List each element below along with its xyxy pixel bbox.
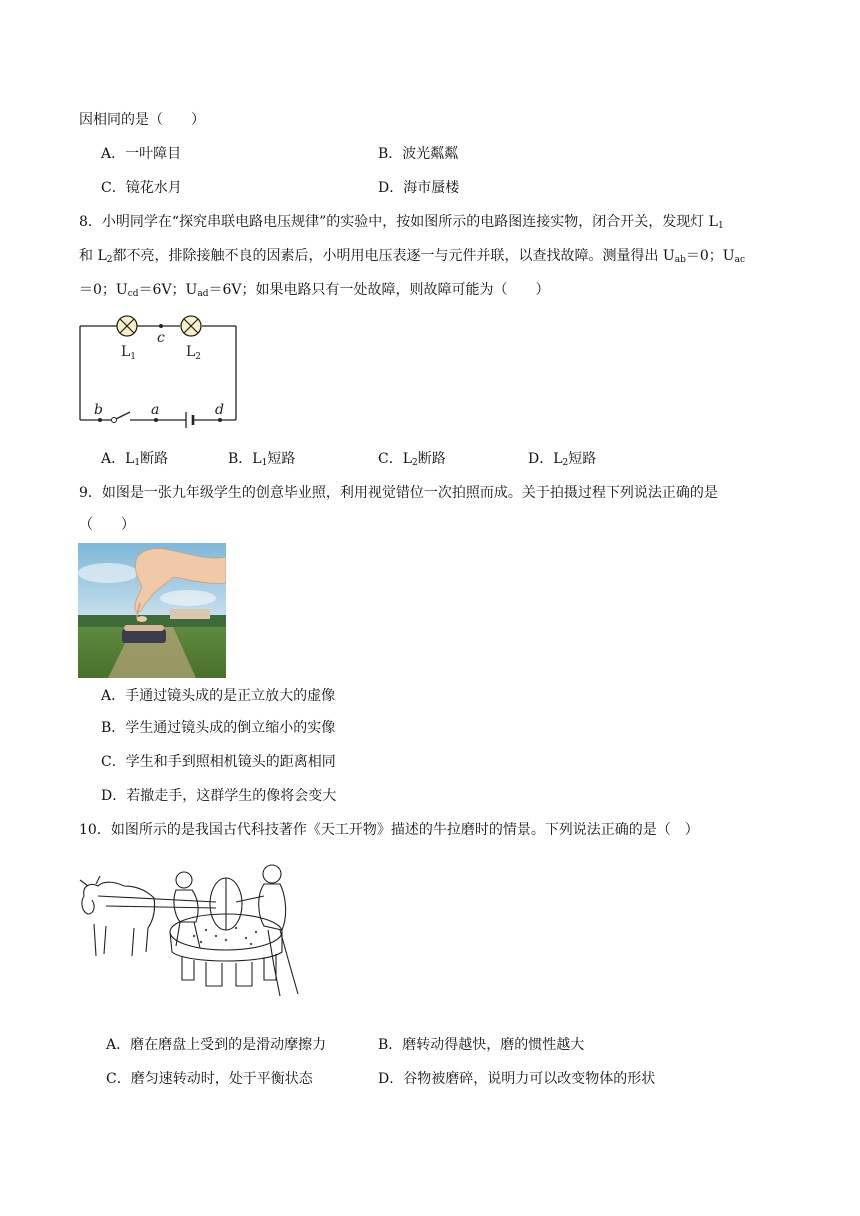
q7-option-a: A．一叶障目 [101, 146, 182, 162]
q9-option-d: D．若撤走手，这群学生的像将会变大 [101, 788, 337, 804]
circuit-diagram [74, 312, 244, 432]
q8-option-a: A．$L_1$断路 [101, 451, 169, 468]
q8-option-c: C．$L_2$断路 [378, 451, 446, 468]
q10-option-c: C．磨匀速转动时，处于平衡状态 [106, 1071, 313, 1087]
node-b-dot [98, 418, 102, 422]
q9-stem-line2: （ ） [79, 517, 135, 533]
graduation-photo [78, 543, 226, 678]
q8-option-d: D．$L_2$短路 [528, 451, 597, 468]
lamp-l1-icon [117, 316, 137, 336]
node-c-dot [159, 324, 163, 328]
switch-pivot [112, 418, 117, 423]
ox-mill-illustration [76, 856, 314, 1002]
q10-stem: 10．如图所示的是我国古代科技著作《天工开物》描述的牛拉磨时的情景。下列说法正确的是（ ） [79, 822, 699, 838]
q8-stem-line2: 和 $L_2$都不亮，排除接触不良的因素后，小明用电压表逐一与元件并联，以查找故障。测量得出 $U_{ab}=0$；$U_{ac}$ [79, 248, 745, 265]
node-b-label: b [94, 402, 103, 418]
q8-stem-line1: 8．小明同学在“探究串联电路电压规律”的实验中，按如图所示的电路图连接实物，闭合开关，发现灯 $L_1$ [79, 214, 724, 231]
q7-option-c: C．镜花水月 [101, 180, 182, 196]
q8-option-b: B．$L_1$短路 [228, 451, 296, 468]
lamp1-label: $L_1$ [121, 344, 137, 362]
q10-option-a: A．磨在磨盘上受到的是滑动摩擦力 [106, 1037, 327, 1053]
node-a-label: a [151, 402, 160, 418]
lamp2-label: $L_2$ [186, 344, 202, 362]
lamp-l2-icon [181, 316, 201, 336]
q10-option-d: D．谷物被磨碎，说明力可以改变物体的形状 [378, 1071, 656, 1087]
q8-stem-line3: ＝0；$U_{cd}=6V$；$U_{ad}=6V$；如果电路只有一处故障，则故障可能为（ ） [79, 282, 550, 299]
node-c-label: c [157, 330, 165, 346]
battery-icon [186, 412, 193, 428]
q9-stem-line1: 9．如图是一张九年级学生的创意毕业照，利用视觉错位一次拍照而成。关于拍摄过程下列说法正确的是 [79, 485, 718, 501]
node-d-dot [218, 418, 222, 422]
q7-option-d: D．海市蜃楼 [378, 180, 460, 196]
q7-stem-tail: 因相同的是（ ） [79, 112, 205, 128]
node-d-label: d [215, 402, 224, 418]
q9-option-b: B．学生通过镜头成的倒立缩小的实像 [101, 720, 336, 736]
q10-option-b: B．磨转动得越快，磨的惯性越大 [378, 1037, 585, 1053]
node-a-dot [154, 418, 158, 422]
q7-option-b: B．波光粼粼 [378, 146, 459, 162]
q9-option-a: A．手通过镜头成的是正立放大的虚像 [101, 688, 336, 704]
q9-option-c: C．学生和手到照相机镜头的距离相同 [101, 754, 336, 770]
